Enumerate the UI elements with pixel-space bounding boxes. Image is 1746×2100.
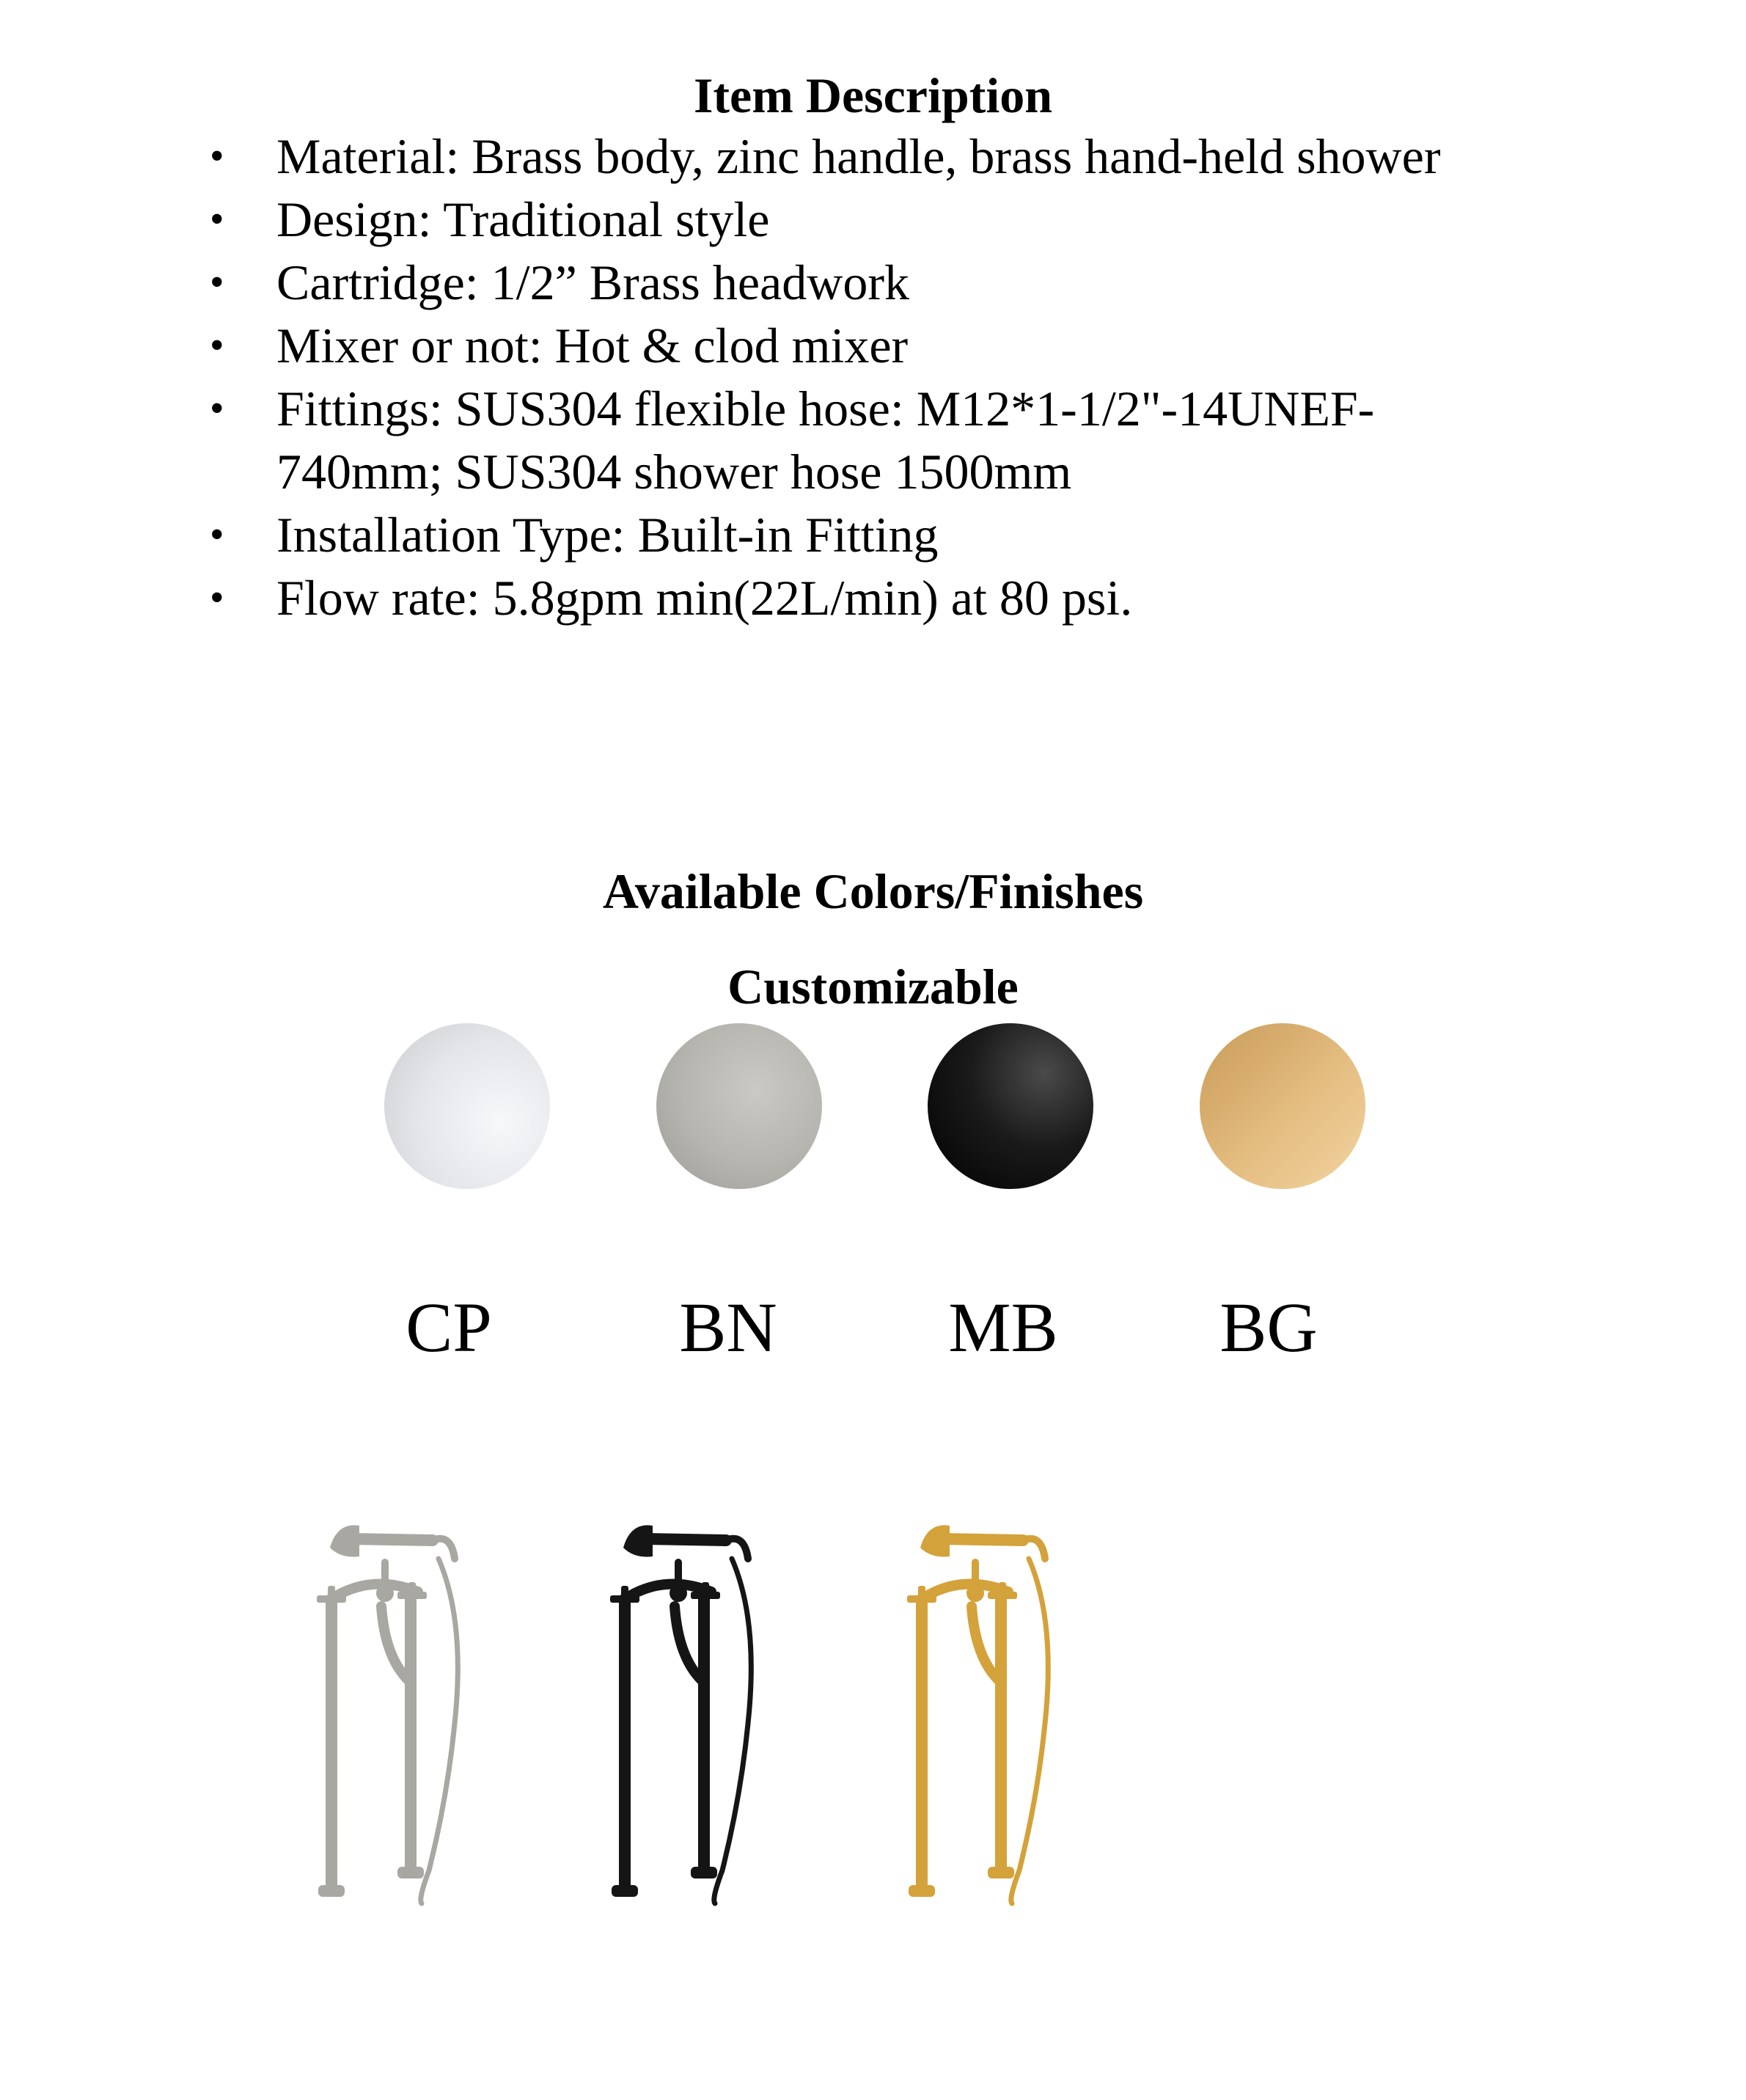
bullet-icon: •	[210, 133, 224, 179]
list-item-continuation	[205, 440, 1599, 503]
colors-subtitle: Customizable	[727, 959, 1019, 1014]
bullet-text: Mixer or not: Hot & clod mixer	[276, 318, 909, 373]
bullet-icon: •	[210, 323, 224, 368]
matte-black-faucet-icon	[609, 1489, 785, 1907]
item-description-title: Item Description	[693, 67, 1053, 123]
bullet-icon: •	[210, 260, 224, 305]
list-item	[205, 377, 1599, 440]
bullet-icon: •	[210, 575, 224, 621]
finish-code-bg: BG	[1219, 1288, 1318, 1367]
finish-swatch-bn	[656, 1023, 822, 1189]
bullet-text: Cartridge: 1/2” Brass headwork	[276, 255, 909, 310]
finish-swatch-bg	[1200, 1023, 1365, 1189]
list-item	[205, 125, 1599, 188]
brushed-nickel-faucet-icon	[315, 1489, 491, 1907]
bullet-icon: •	[210, 386, 224, 431]
list-item	[205, 503, 1599, 566]
bullet-icon: •	[210, 512, 224, 557]
bullet-text: 740mm; SUS304 shower hose 1500mm	[276, 444, 1072, 500]
list-item	[205, 566, 1599, 629]
colors-title: Available Colors/Finishes	[602, 863, 1144, 919]
finish-swatch-mb	[928, 1023, 1093, 1189]
bullet-text: Design: Traditional style	[276, 191, 770, 247]
bullet-icon: •	[210, 197, 224, 242]
bullet-text: Fittings: SUS304 flexible hose: M12*1-1/2"-14UNEF-	[276, 381, 1375, 436]
finish-code-mb: MB	[948, 1288, 1058, 1367]
finish-code-bn: BN	[679, 1288, 777, 1367]
finish-swatch-cp	[384, 1023, 550, 1189]
bullet-text: Material: Brass body, zinc handle, brass hand-held shower	[276, 128, 1441, 184]
brushed-gold-faucet-icon	[906, 1489, 1082, 1907]
list-item	[205, 188, 1599, 251]
bullet-text: Flow rate: 5.8gpm min(22L/min) at 80 psi.	[276, 570, 1133, 626]
item-description-list	[205, 125, 1599, 629]
bullet-text: Installation Type: Built-in Fitting	[276, 507, 939, 563]
finish-code-cp: CP	[406, 1288, 492, 1367]
list-item	[205, 314, 1599, 377]
list-item	[205, 251, 1599, 314]
